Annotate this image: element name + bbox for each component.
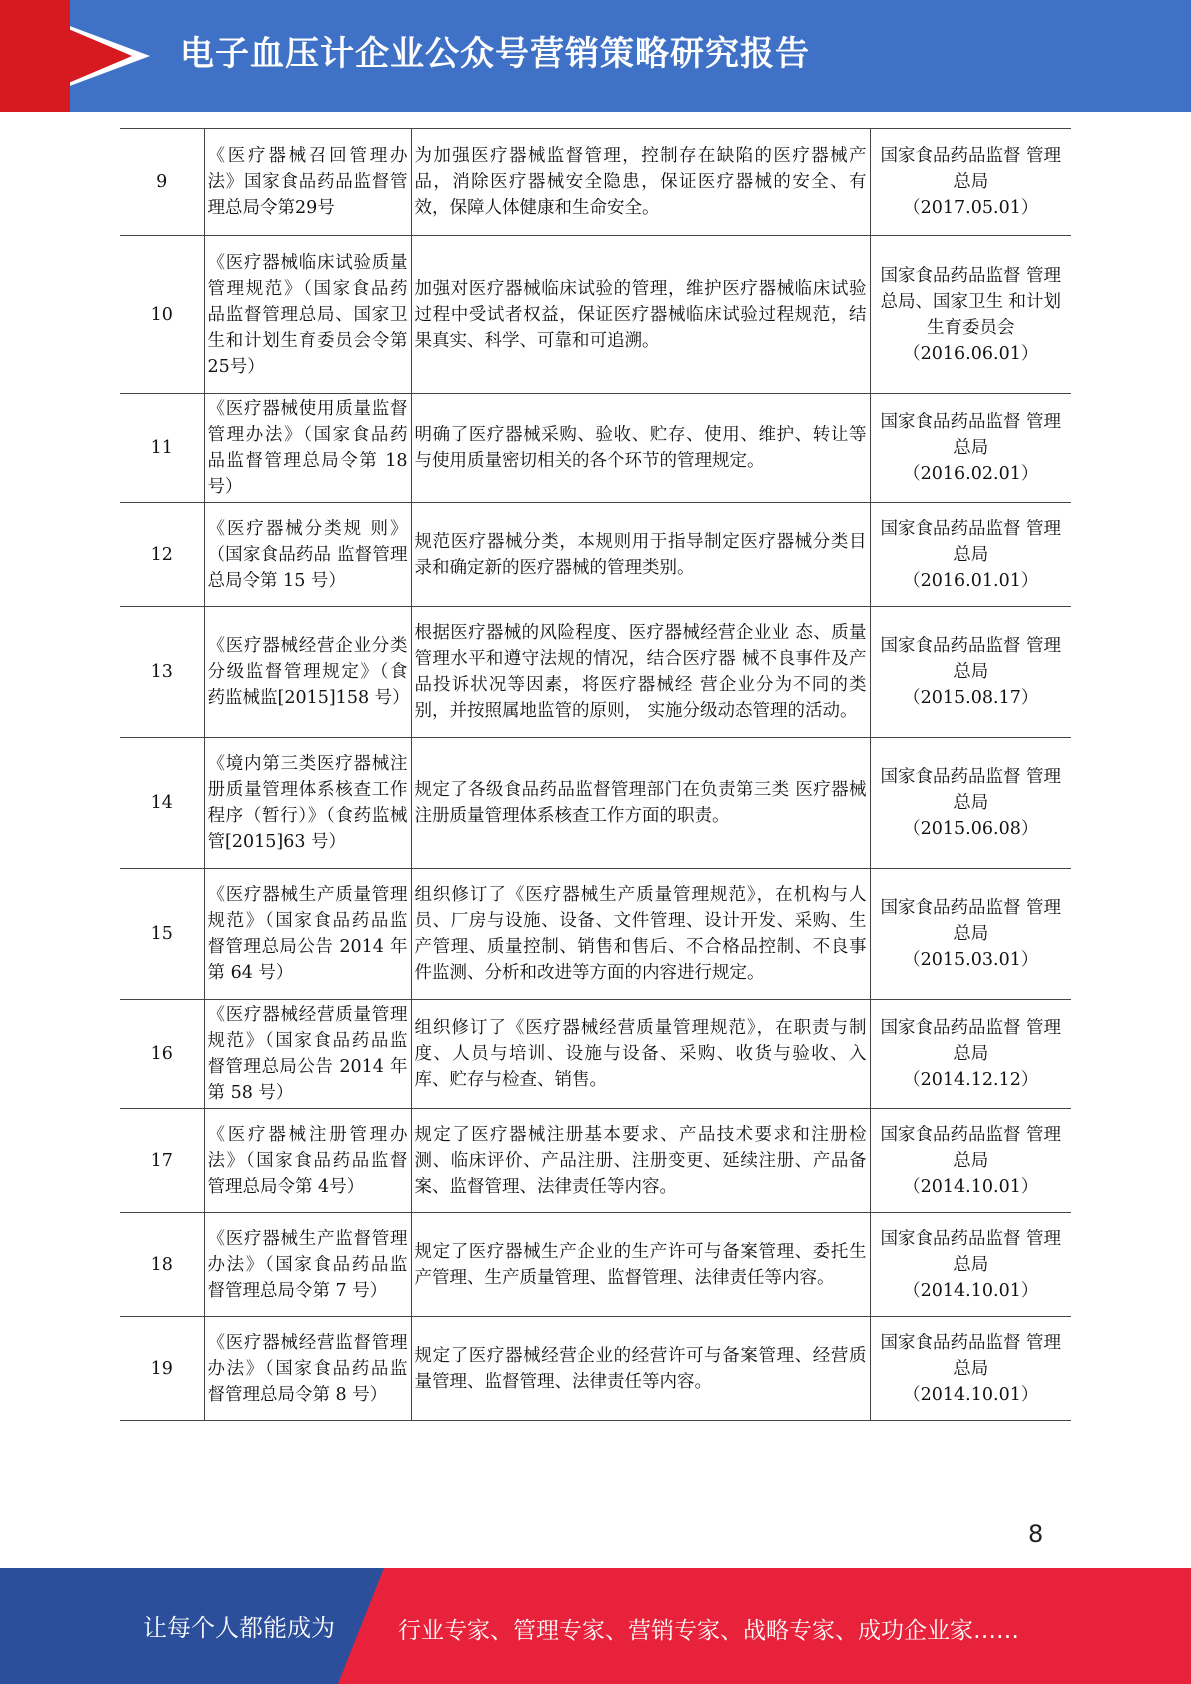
effective-date: （2015.06.08）	[903, 819, 1039, 839]
issuing-authority	[870, 1213, 1071, 1317]
table-row	[120, 1317, 1071, 1421]
header-red-arrow	[0, 0, 132, 112]
issuing-authority	[870, 129, 1071, 236]
effective-date: （2014.10.01）	[903, 1280, 1039, 1301]
regulation-description: 组织修订了《医疗器械经营质量管理规范》，在职责与制度、人员与培训、设施与设备、采购、收货与验收、入库、贮存与检查、销售。	[411, 1000, 870, 1109]
authority-name: 国家食品药品监督 管理总局	[880, 1124, 1062, 1171]
footer-slogan-left: 让每个人都能成为	[143, 1614, 335, 1642]
regulation-title: 《医疗器械经营企业分类分级监督管理规定》（食药监械监[2015]158 号）	[204, 607, 411, 738]
issuing-authority	[870, 607, 1071, 738]
authority-name: 国家食品药品监督 管理总局	[880, 767, 1062, 813]
issuing-authority	[870, 1000, 1071, 1109]
row-number: 15	[120, 869, 204, 1000]
row-number: 17	[120, 1109, 204, 1213]
page-header	[0, 0, 1191, 112]
issuing-authority	[870, 869, 1071, 1000]
regulation-description: 为加强医疗器械监督管理，控制存在缺陷的医疗器械产品，消除医疗器械安全隐患，保证医疗器械的安全、有效，保障人体健康和生命安全。	[411, 129, 870, 236]
regulation-title: 《医疗器械临床试验质量管理规范》（国家食品药品监督管理总局、国家卫生和计划生育委员会令第25号）	[204, 236, 411, 394]
table-row	[120, 1000, 1071, 1109]
table-row	[120, 738, 1071, 869]
issuing-authority	[870, 503, 1071, 607]
row-number: 14	[120, 738, 204, 869]
table-row	[120, 1109, 1071, 1213]
effective-date: （2014.12.12）	[903, 1070, 1039, 1090]
regulation-title: 《医疗器械注册管理办法》（国家食品药品监督管理总局令第 4号）	[204, 1109, 411, 1213]
table-row	[120, 607, 1071, 738]
regulation-title: 《医疗器械召回管理办法》国家食品药品监督管理总局令第29号	[204, 129, 411, 236]
row-number: 12	[120, 503, 204, 607]
regulation-title: 《医疗器械生产质量管理规范》（国家食品药品监督管理总局公告 2014 年第 64 号）	[204, 869, 411, 1000]
regulation-description: 规范医疗器械分类，本规则用于指导制定医疗器械分类目录和确定新的医疗器械的管理类别。	[411, 503, 870, 607]
effective-date: （2014.10.01）	[903, 1384, 1039, 1405]
authority-name: 国家食品药品监督 管理总局、国家卫生 和计划生育委员会	[880, 265, 1062, 338]
table-row	[120, 869, 1071, 1000]
regulation-description: 组织修订了《医疗器械生产质量管理规范》，在机构与人员、厂房与设施、设备、文件管理、设计开发、采购、生产管理、质量控制、销售和售后、不合格品控制、不良事件监测、分析和改进等方面的内容进行规定。	[411, 869, 870, 1000]
regulation-description: 加强对医疗器械临床试验的管理，维护医疗器械临床试验过程中受试者权益，保证医疗器械临床试验过程规范，结果真实、科学、可靠和可追溯。	[411, 236, 870, 394]
effective-date: （2016.06.01）	[903, 343, 1039, 364]
regulation-description: 根据医疗器械的风险程度、医疗器械经营企业业 态、质量管理水平和遵守法规的情况，结合医疗器 械不良事件及产品投诉状况等因素，将医疗器械经 营企业分为不同的类别，并按照属地监管的原则， 实施分级动态管理的活动。	[411, 607, 870, 738]
authority-name: 国家食品药品监督 管理总局	[880, 518, 1062, 565]
row-number: 18	[120, 1213, 204, 1317]
regulation-title: 《医疗器械生产监督管理办法》（国家食品药品监督管理总局令第 7 号）	[204, 1213, 411, 1317]
regulation-description: 规定了医疗器械注册基本要求、产品技术要求和注册检测、临床评价、产品注册、注册变更、延续注册、产品备案、监督管理、法律责任等内容。	[411, 1109, 870, 1213]
issuing-authority	[870, 738, 1071, 869]
authority-name: 国家食品药品监督 管理总局	[880, 636, 1062, 682]
authority-name: 国家食品药品监督 管理总局	[880, 1332, 1062, 1379]
authority-name: 国家食品药品监督 管理总局	[880, 898, 1062, 944]
authority-name: 国家食品药品监督 管理总局	[880, 1228, 1062, 1275]
regulation-description: 规定了各级食品药品监督管理部门在负责第三类 医疗器械注册质量管理体系核查工作方面的职责。	[411, 738, 870, 869]
effective-date: （2016.02.01）	[903, 464, 1039, 484]
authority-name: 国家食品药品监督 管理总局	[880, 412, 1062, 458]
issuing-authority	[870, 1109, 1071, 1213]
issuing-authority	[870, 236, 1071, 394]
issuing-authority	[870, 394, 1071, 503]
table-row	[120, 1213, 1071, 1317]
footer-slogan-right: 行业专家、管理专家、营销专家、战略专家、成功企业家……	[398, 1618, 1019, 1644]
row-number: 19	[120, 1317, 204, 1421]
regulation-title: 《医疗器械经营监督管理办法》（国家食品药品监督管理总局令第 8 号）	[204, 1317, 411, 1421]
regulation-title: 《医疗器械使用质量监督管理办法》（国家食品药品监督管理总局令第 18 号）	[204, 394, 411, 503]
effective-date: （2014.10.01）	[903, 1176, 1039, 1197]
row-number: 16	[120, 1000, 204, 1109]
authority-name: 国家食品药品监督 管理总局	[880, 146, 1062, 192]
page-footer	[0, 1568, 1191, 1684]
table-row	[120, 236, 1071, 394]
regulation-description: 规定了医疗器械经营企业的经营许可与备案管理、经营质量管理、监督管理、法律责任等内容。	[411, 1317, 870, 1421]
table-row	[120, 129, 1071, 236]
effective-date: （2016.01.01）	[903, 570, 1039, 591]
row-number: 11	[120, 394, 204, 503]
issuing-authority	[870, 1317, 1071, 1421]
regulation-description: 规定了医疗器械生产企业的生产许可与备案管理、委托生产管理、生产质量管理、监督管理、法律责任等内容。	[411, 1213, 870, 1317]
effective-date: （2015.08.17）	[903, 688, 1039, 708]
report-title: 电子血压计企业公众号营销策略研究报告	[180, 34, 810, 74]
table-row	[120, 503, 1071, 607]
table-row	[120, 394, 1071, 503]
authority-name: 国家食品药品监督 管理总局	[880, 1018, 1062, 1064]
regulation-title: 《医疗器械经营质量管理规范》（国家食品药品监督管理总局公告 2014 年第 58 号）	[204, 1000, 411, 1109]
effective-date: （2017.05.01）	[903, 198, 1039, 218]
regulation-description: 明确了医疗器械采购、验收、贮存、使用、维护、转让等与使用质量密切相关的各个环节的管理规定。	[411, 394, 870, 503]
row-number: 9	[120, 129, 204, 236]
regulation-title: 《医疗器械分类规 则》（国家食品药品 监督管理总局令第 15 号）	[204, 503, 411, 607]
page-number: 8	[1028, 1520, 1044, 1548]
regulations-table	[120, 128, 1071, 1421]
row-number: 10	[120, 236, 204, 394]
regulation-title: 《境内第三类医疗器械注册质量管理体系核查工作程序（暂行）》（食药监械管[2015]63 号）	[204, 738, 411, 869]
row-number: 13	[120, 607, 204, 738]
effective-date: （2015.03.01）	[903, 950, 1039, 970]
